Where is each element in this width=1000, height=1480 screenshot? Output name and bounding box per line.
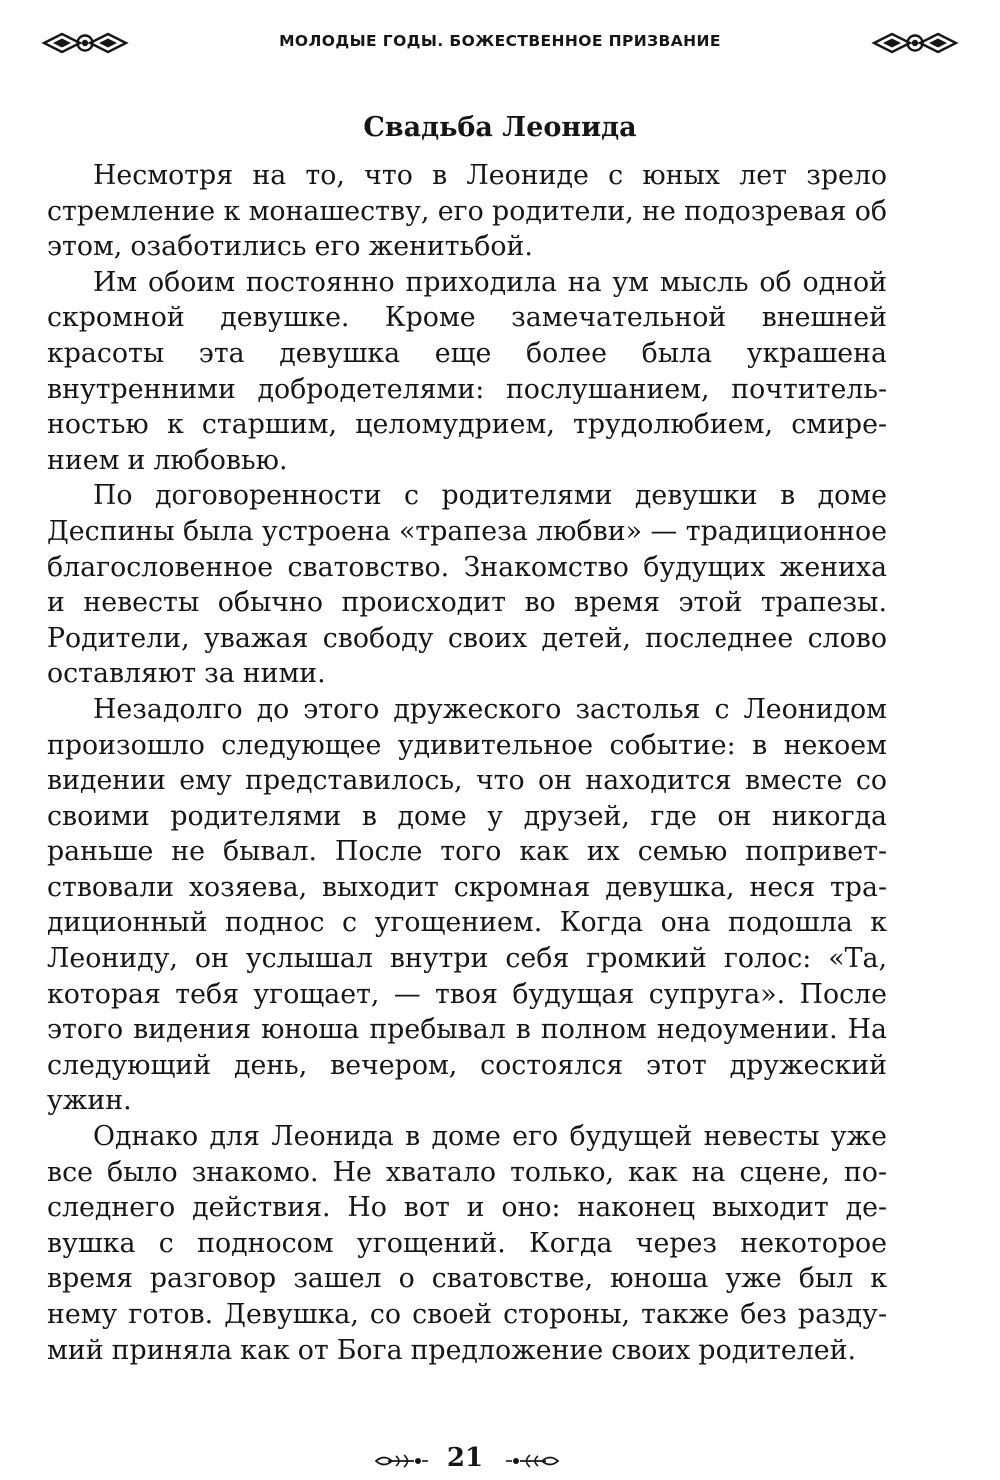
paragraph: Незадолго до этого дружеского застолья с Леонидом произошло следующее удивительное событие: в некоем видении ему представилось, что он находится вместе со своими родителями в доме у друзей, где он никогда раньше не бывал. После того как их семью поприветствовали хозяева, выходит скромная девушка, неся традиционный поднос с угощением. Когда она подошла к Леониду, он услышал внутри себя громкий голос: «Та, которая тебя угощает, — твоя будущая супруга». После этого видения юноша пребывал в полном недоумении. На следующий день, вечером, состоялся этот дружеский ужин. — [47, 693, 887, 1117]
floral-ornament-icon — [374, 1452, 430, 1470]
paragraph: По договоренности с родителями девушки в доме Деспины была устроена «трапеза любви» — традиционное благословенное сватовство. Знакомство будущих жениха и невесты обычно происходит во время этой трапезы. Родители, уважая свободу своих детей, последнее слово оставляют за ними. — [47, 480, 887, 690]
body-text — [47, 158, 887, 1368]
diamond-circle-ornament-icon — [870, 30, 960, 56]
chapter-title: Свадьба Леонида — [363, 112, 637, 144]
page-footer — [0, 1440, 1000, 1476]
floral-ornament-icon — [504, 1452, 560, 1470]
running-title: МОЛОДЫЕ ГОДЫ. БОЖЕСТВЕННОЕ ПРИЗВАНИЕ — [279, 32, 721, 50]
paragraph: Им обоим постоянно приходила на ум мысль об одной скромной девушке. Кроме замечательной внешней красоты эта девушка еще более была украшена внутренними добродетелями: послушанием, почтительностью к старшим, целомудрием, трудолюбием, смирением и любовью. — [47, 266, 887, 476]
paragraph: Несмотря на то, что в Леониде с юных лет зрело стремление к монашеству, его родители, не подозревая об этом, озаботились его женитьбой. — [47, 160, 887, 263]
page-number: 21 — [446, 1443, 484, 1473]
running-header — [40, 28, 960, 62]
paragraph: Однако для Леонида в доме его будущей невесты уже все было знакомо. Не хватало только, как на сцене, последнего действия. Но вот и оно: наконец выходит девушка с подносом угощений. Когда через некоторое время разговор зашел о сватовстве, юноша уже был к нему готов. Девушка, со своей стороны, также без раздумий приняла как от Бога предложение своих родителей. — [47, 1121, 887, 1366]
